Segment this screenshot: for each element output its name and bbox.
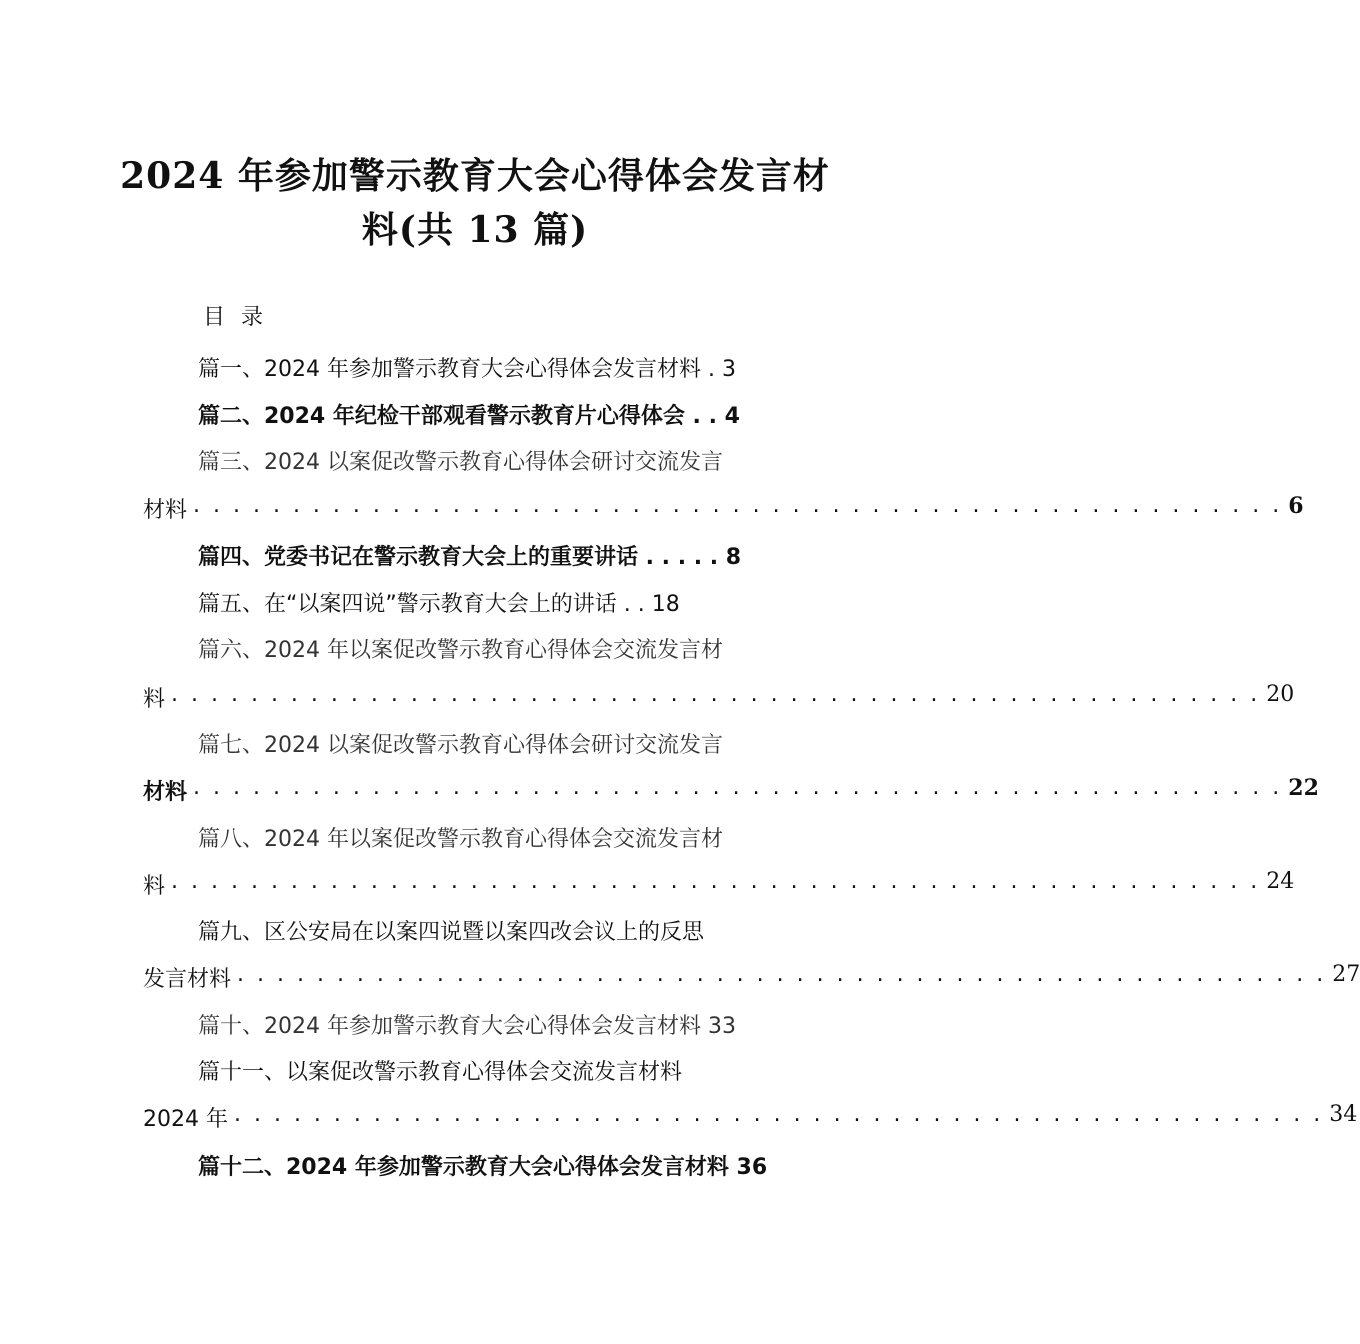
toc-entry-7-cont[interactable] xyxy=(143,775,1319,806)
toc-entry-1[interactable]: 篇一、2024 年参加警示教育大会心得体会发言材料 . 3 xyxy=(198,357,736,382)
leader-dots: . . . . . . . . . . . . . . . . . . . . . . . . . . . . . . . . . . . . . . . . . . . . . . . . . . . . . . . xyxy=(171,869,1261,894)
toc-entry-7-cont-text: 材料 xyxy=(143,780,188,805)
toc-entry-10[interactable]: 篇十、2024 年参加警示教育大会心得体会发言材料 33 xyxy=(198,1014,736,1039)
toc-entry-3-cont[interactable] xyxy=(143,493,1304,524)
toc-heading: 目录 xyxy=(203,305,280,330)
toc-entry-7-page: 22 xyxy=(1288,775,1319,801)
toc-entry-8[interactable]: 篇八、2024 年以案促改警示教育心得体会交流发言材 xyxy=(198,827,723,852)
toc-entry-5[interactable]: 篇五、在“以案四说”警示教育大会上的讲话 . . 18 xyxy=(198,592,680,617)
leader-dots: . . . . . . . . . . . . . . . . . . . . . . . . . . . . . . . . . . . . . . . . . . . . . . . . . . . . . . . xyxy=(193,493,1283,518)
toc-entry-8-page: 24 xyxy=(1266,869,1295,894)
toc-entry-8-cont[interactable] xyxy=(143,869,1295,900)
toc-entry-4[interactable]: 篇四、党委书记在警示教育大会上的重要讲话 . . . . . 8 xyxy=(198,545,742,570)
leader-dots: . . . . . . . . . . . . . . . . . . . . . . . . . . . . . . . . . . . . . . . . . . . . . . . . . . . . . . . xyxy=(193,775,1283,800)
toc-entry-11-page: 34 xyxy=(1329,1102,1358,1127)
toc-entry-6-cont-text: 料 xyxy=(143,687,166,712)
toc-entry-11-cont[interactable] xyxy=(143,1102,1358,1133)
leader-dots: . . . . . . . . . . . . . . . . . . . . . . . . . . . . . . . . . . . . . . . . . . . . . . . . . . . . . . . xyxy=(237,962,1327,987)
toc-entry-9[interactable]: 篇九、区公安局在以案四说暨以案四改会议上的反思 xyxy=(198,920,705,945)
doc-title-line2: 料(共 13 篇) xyxy=(361,209,589,251)
toc-entry-9-page: 27 xyxy=(1332,962,1360,987)
toc-entry-6-page: 20 xyxy=(1266,682,1295,707)
toc-entry-9-cont-text: 发言材料 xyxy=(143,967,232,992)
toc-entry-3[interactable]: 篇三、2024 以案促改警示教育心得体会研讨交流发言 xyxy=(198,450,723,475)
doc-title-line1: 2024 年参加警示教育大会心得体会发言材 xyxy=(120,155,830,197)
toc-entry-7[interactable]: 篇七、2024 以案促改警示教育心得体会研讨交流发言 xyxy=(198,733,723,758)
toc-entry-3-cont-text: 材料 xyxy=(143,498,188,523)
toc-entry-6[interactable]: 篇六、2024 年以案促改警示教育心得体会交流发言材 xyxy=(198,638,723,663)
toc-entry-9-cont[interactable] xyxy=(143,962,1360,993)
toc-entry-11[interactable]: 篇十一、以案促改警示教育心得体会交流发言材料 xyxy=(198,1060,683,1085)
toc-entry-11-cont-text: 2024 年 xyxy=(143,1107,228,1132)
leader-dots: . . . . . . . . . . . . . . . . . . . . . . . . . . . . . . . . . . . . . . . . . . . . . . . . . . . . . . . xyxy=(171,682,1261,707)
toc-entry-3-page: 6 xyxy=(1288,493,1304,519)
toc-entry-2[interactable]: 篇二、2024 年纪检干部观看警示教育片心得体会 . . 4 xyxy=(198,404,740,429)
toc-entry-6-cont[interactable] xyxy=(143,682,1295,713)
leader-dots: . . . . . . . . . . . . . . . . . . . . . . . . . . . . . . . . . . . . . . . . . . . . . . . . . . . . . . . xyxy=(233,1102,1324,1127)
toc-entry-8-cont-text: 料 xyxy=(143,874,166,899)
toc-entry-12[interactable]: 篇十二、2024 年参加警示教育大会心得体会发言材料 36 xyxy=(198,1155,768,1180)
